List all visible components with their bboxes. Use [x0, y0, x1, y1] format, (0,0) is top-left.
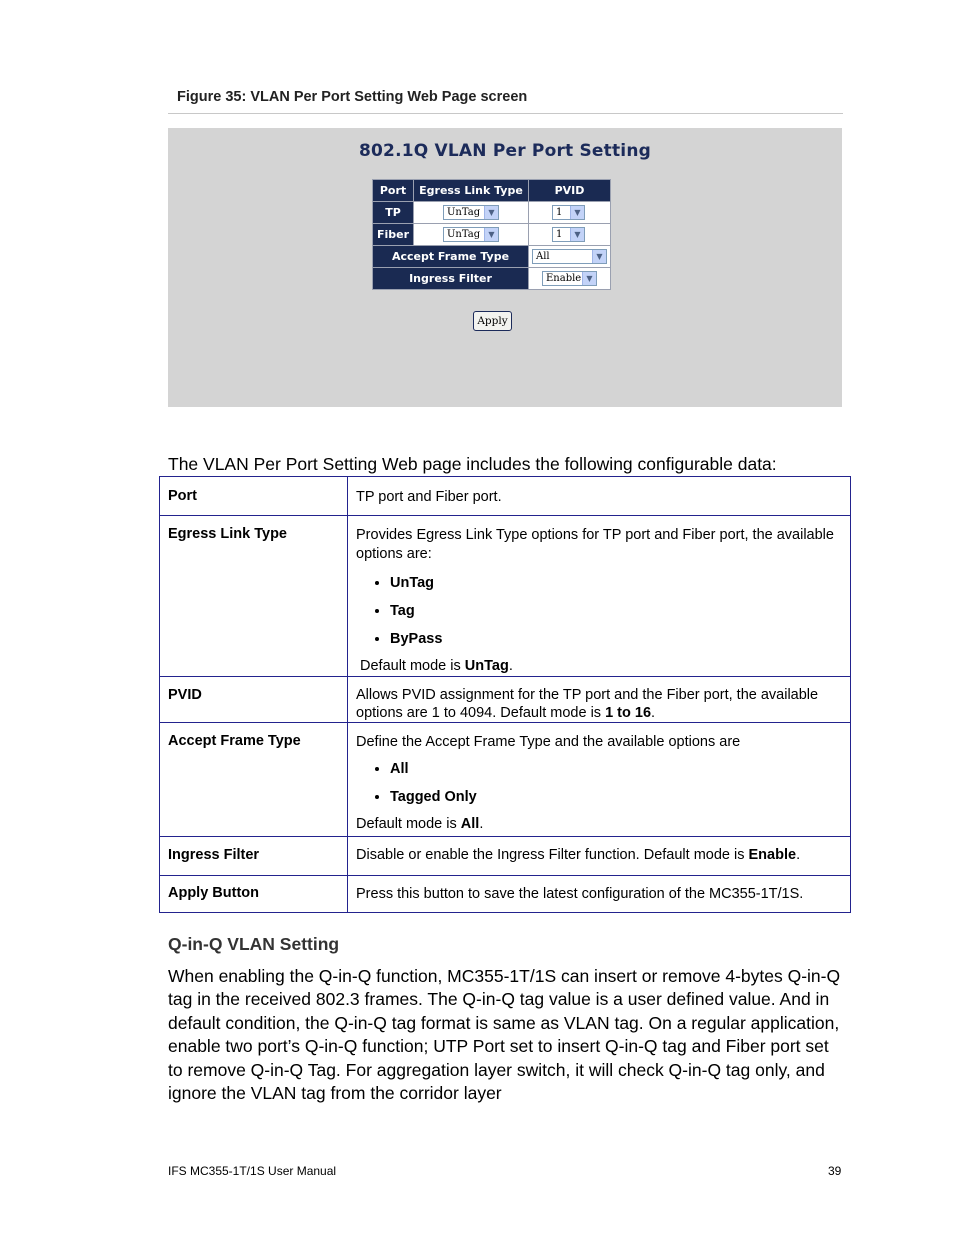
- chevron-down-icon: ▼: [484, 206, 498, 219]
- row-label: PVID: [160, 677, 348, 723]
- chevron-down-icon: ▼: [592, 250, 606, 263]
- table-row: [160, 516, 851, 677]
- chevron-down-icon: ▼: [582, 272, 596, 285]
- intro-text: The VLAN Per Port Setting Web page includes the following configurable data:: [168, 454, 777, 474]
- accept-frame-type-label: Accept Frame Type: [373, 246, 529, 268]
- row-label: Port: [160, 477, 348, 516]
- footer-title: IFS MC355-1T/1S User Manual: [168, 1164, 337, 1178]
- accept-frame-type-select[interactable]: All ▼: [532, 249, 607, 264]
- row-label: Ingress Filter: [160, 837, 348, 876]
- egress-select-fiber[interactable]: UnTag ▼: [443, 227, 499, 242]
- page-number: 39: [828, 1164, 842, 1178]
- default-note: Default mode is All.: [356, 816, 484, 832]
- row-desc: Provides Egress Link Type options for TP port and Fiber port, the available options are:: [356, 527, 834, 562]
- row-port-label: TP: [373, 202, 414, 224]
- header-port: Port: [373, 180, 414, 202]
- ingress-filter-label: Ingress Filter: [373, 268, 529, 290]
- vlan-settings-screenshot: [168, 128, 842, 407]
- header-pvid: PVID: [529, 180, 611, 202]
- list-item: • All: [390, 760, 842, 778]
- header-egress: Egress Link Type: [414, 180, 529, 202]
- table-row: [160, 677, 851, 723]
- settings-title: 802.1Q VLAN Per Port Setting: [358, 141, 652, 161]
- section-heading: Q-in-Q VLAN Setting: [168, 934, 340, 954]
- body-paragraph: When enabling the Q-in-Q function, MC355-1T/1S can insert or remove 4-bytes Q-in-Q tag in the received 802.3 frames. The Q-in-Q tag value is a user defined value. And in default condition, the Q-in-Q tag format is same as VLAN tag. On a regular application, enable two port’s Q-in-Q function; UTP Port set to insert Q-in-Q tag and Fiber port set to remove Q-in-Q Tag. For aggregation layer switch, it will check Q-in-Q tag only, and ignore the VLAN tag from the corridor layer: [168, 966, 841, 1104]
- table-row: [160, 876, 851, 913]
- row-port-label: Fiber: [373, 224, 414, 246]
- row-desc: Disable or enable the Ingress Filter function. Default mode is Enable.: [348, 837, 851, 876]
- option-list: [356, 574, 842, 648]
- list-item: • UnTag: [390, 574, 842, 592]
- default-note: Default mode is UnTag.: [360, 658, 513, 674]
- chevron-down-icon: ▼: [570, 228, 584, 241]
- chevron-down-icon: ▼: [484, 228, 498, 241]
- table-row: [160, 723, 851, 837]
- row-label: Egress Link Type: [160, 516, 348, 677]
- apply-button[interactable]: Apply: [473, 311, 512, 331]
- ingress-filter-select[interactable]: Enable ▼: [542, 271, 597, 286]
- list-item: • Tagged Only: [390, 788, 842, 806]
- pvid-select-fiber[interactable]: 1 ▼: [552, 227, 585, 242]
- list-item: • Tag: [390, 602, 842, 620]
- table-row: [160, 477, 851, 516]
- row-label: Accept Frame Type: [160, 723, 348, 837]
- row-desc: Allows PVID assignment for the TP port and the Fiber port, the available options are 1 to 4094. Default mode is 1 to 16.: [348, 677, 851, 723]
- pvid-select-tp[interactable]: 1 ▼: [552, 205, 585, 220]
- row-desc: Define the Accept Frame Type and the available options are: [356, 734, 741, 750]
- vlan-port-table: [372, 179, 611, 290]
- figure-caption: Figure 35: VLAN Per Port Setting Web Page screen: [177, 89, 528, 105]
- caption-divider: [168, 113, 843, 114]
- config-table: [159, 476, 851, 913]
- egress-select-tp[interactable]: UnTag ▼: [443, 205, 499, 220]
- table-row: [160, 837, 851, 876]
- row-desc: TP port and Fiber port.: [348, 477, 851, 516]
- option-list: [356, 760, 842, 806]
- row-desc: Press this button to save the latest configuration of the MC355-1T/1S.: [348, 876, 851, 913]
- list-item: • ByPass: [390, 630, 842, 648]
- row-label: Apply Button: [160, 876, 348, 913]
- chevron-down-icon: ▼: [570, 206, 584, 219]
